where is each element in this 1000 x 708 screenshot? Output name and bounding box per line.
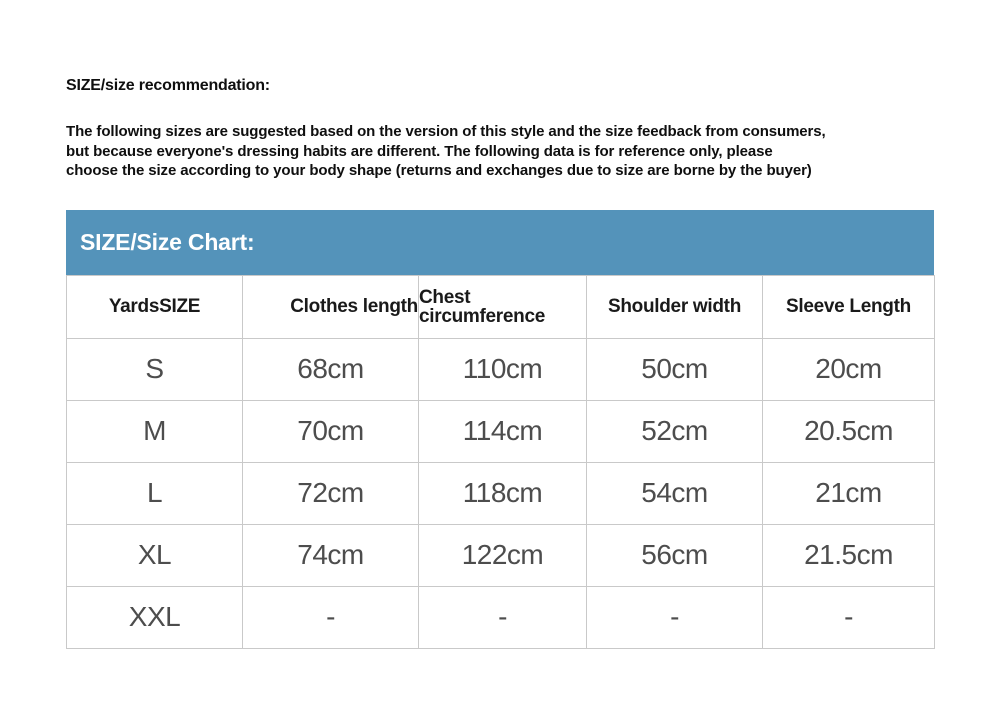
column-header-clothes-length: Clothes length <box>243 275 419 338</box>
intro-paragraph <box>66 122 934 181</box>
cell-chest: 122cm <box>419 524 587 586</box>
cell-chest: 110cm <box>419 338 587 400</box>
size-chart-banner <box>66 210 934 275</box>
cell-shoulder: 56cm <box>587 524 763 586</box>
cell-size: XXL <box>67 586 243 648</box>
table-row-size-xxl <box>67 586 935 648</box>
cell-sleeve: 21cm <box>763 462 935 524</box>
intro-paragraph-line-1: The following sizes are suggested based on the version of this style and the size feedback from consumers, <box>66 123 826 140</box>
column-header-yards-size: YardsSIZE <box>67 275 243 338</box>
cell-sleeve: - <box>763 586 935 648</box>
cell-clothes-length: 74cm <box>243 524 419 586</box>
table-row-size-s <box>67 338 935 400</box>
size-table <box>66 275 935 649</box>
cell-size: M <box>67 400 243 462</box>
cell-size: S <box>67 338 243 400</box>
cell-size: L <box>67 462 243 524</box>
column-header-chest-circumference: Chest circumference <box>419 275 587 338</box>
cell-sleeve: 20.5cm <box>763 400 935 462</box>
cell-clothes-length: 70cm <box>243 400 419 462</box>
cell-shoulder: 54cm <box>587 462 763 524</box>
size-table-header-row <box>67 275 935 338</box>
column-header-sleeve-length: Sleeve Length <box>763 275 935 338</box>
column-header-shoulder-width: Shoulder width <box>587 275 763 338</box>
cell-sleeve: 21.5cm <box>763 524 935 586</box>
cell-clothes-length: 72cm <box>243 462 419 524</box>
cell-clothes-length: 68cm <box>243 338 419 400</box>
table-row-size-l <box>67 462 935 524</box>
cell-sleeve: 20cm <box>763 338 935 400</box>
table-row-size-xl <box>67 524 935 586</box>
cell-chest: 114cm <box>419 400 587 462</box>
cell-shoulder: 52cm <box>587 400 763 462</box>
table-row-size-m <box>67 400 935 462</box>
cell-chest: - <box>419 586 587 648</box>
cell-clothes-length: - <box>243 586 419 648</box>
cell-size: XL <box>67 524 243 586</box>
cell-chest: 118cm <box>419 462 587 524</box>
cell-shoulder: 50cm <box>587 338 763 400</box>
intro-paragraph-line-3: choose the size according to your body shape (returns and exchanges due to size are borne by the buyer) <box>66 162 812 179</box>
intro-paragraph-line-2: but because everyone's dressing habits are different. The following data is for reference only, please <box>66 142 773 160</box>
cell-shoulder: - <box>587 586 763 648</box>
size-chart-banner-label: SIZE/Size Chart: <box>80 228 255 255</box>
intro-title: SIZE/size recommendation: <box>66 77 270 94</box>
